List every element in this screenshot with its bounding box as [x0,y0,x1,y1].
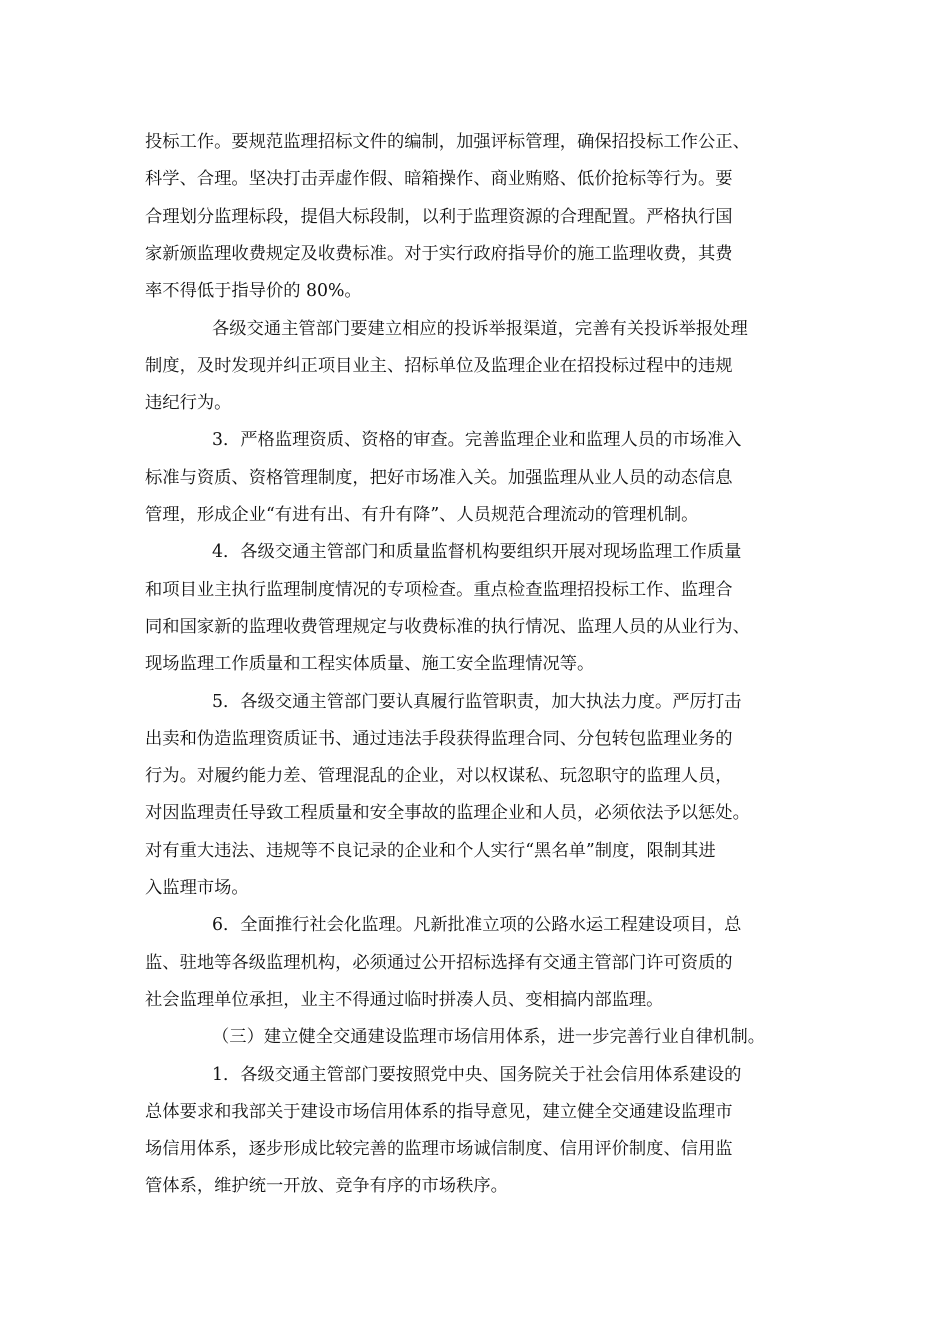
text-line: 对有重大违法、违规等不良记录的企业和个人实行“黑名单”制度，限制其进 [145,840,716,861]
paragraph-first-line: 4．各级交通主管部门和质量监督机构要组织开展对现场监理工作质量 [212,542,742,563]
text-line: 出卖和伪造监理资质证书、通过违法手段获得监理合同、分包转包监理业务的 [145,728,733,749]
paragraph-first-line: 3．严格监理资质、资格的审查。完善监理企业和监理人员的市场准入 [212,430,742,451]
paragraph-first-line: 1．各级交通主管部门要按照党中央、国务院关于社会信用体系建设的 [212,1064,742,1085]
text-line: 行为。对履约能力差、管理混乱的企业，对以权谋私、玩忽职守的监理人员， [145,766,733,787]
paragraph-first-line: 5．各级交通主管部门要认真履行监管职责，加大执法力度。严厉打击 [212,691,742,712]
paragraph-first-line: 各级交通主管部门要建立相应的投诉举报渠道，完善有关投诉举报处理 [212,318,748,339]
text-line: 入监理市场。 [145,878,249,898]
text-line: 现场监理工作质量和工程实体质量、施工安全监理情况等。 [145,654,595,675]
text-line: 和项目业主执行监理制度情况的专项检查。重点检查监理招投标工作、监理合 [145,579,733,600]
paragraph-first-line: （三）建立健全交通建设监理市场信用体系，进一步完善行业自律机制。 [212,1027,766,1048]
text-line: 违纪行为。 [145,393,232,414]
text-line: 科学、合理。坚决打击弄虚作假、暗箱操作、商业贿赂、低价抢标等行为。要 [145,169,733,190]
text-line: 监、驻地等各级监理机构，必须通过公开招标选择有交通主管部门许可资质的 [145,952,733,973]
text-line: 合理划分监理标段，提倡大标段制，以利于监理资源的合理配置。严格执行国 [145,206,733,227]
text-line: 标准与资质、资格管理制度，把好市场准入关。加强监理从业人员的动态信息 [145,467,733,488]
text-line: 场信用体系，逐步形成比较完善的监理市场诚信制度、信用评价制度、信用监 [145,1139,733,1160]
paragraph-first-line: 6．全面推行社会化监理。凡新批准立项的公路水运工程建设项目，总 [212,915,742,936]
text-line: 同和国家新的监理收费管理规定与收费标准的执行情况、监理人员的从业行为、 [145,616,750,637]
text-line: 率不得低于指导价的 80%。 [145,281,362,302]
text-line: 投标工作。要规范监理招标文件的编制，加强评标管理，确保招投标工作公正、 [145,132,750,152]
text-line: 总体要求和我部关于建设市场信用体系的指导意见，建立健全交通建设监理市 [145,1101,733,1122]
text-line: 社会监理单位承担，业主不得通过临时拼凑人员、变相搞内部监理。 [145,989,664,1010]
text-line: 管理，形成企业“有进有出、有升有降”、人员规范合理流动的管理机制。 [145,505,699,525]
text-line: 对因监理责任导致工程质量和安全事故的监理企业和人员，必须依法予以惩处。 [145,803,750,824]
text-line: 制度，及时发现并纠正项目业主、招标单位及监理企业在招投标过程中的违规 [145,355,733,376]
text-line: 家新颁监理收费规定及收费标准。对于实行政府指导价的施工监理收费，其费 [145,243,733,264]
text-line: 管体系，维护统一开放、竞争有序的市场秩序。 [145,1176,508,1197]
